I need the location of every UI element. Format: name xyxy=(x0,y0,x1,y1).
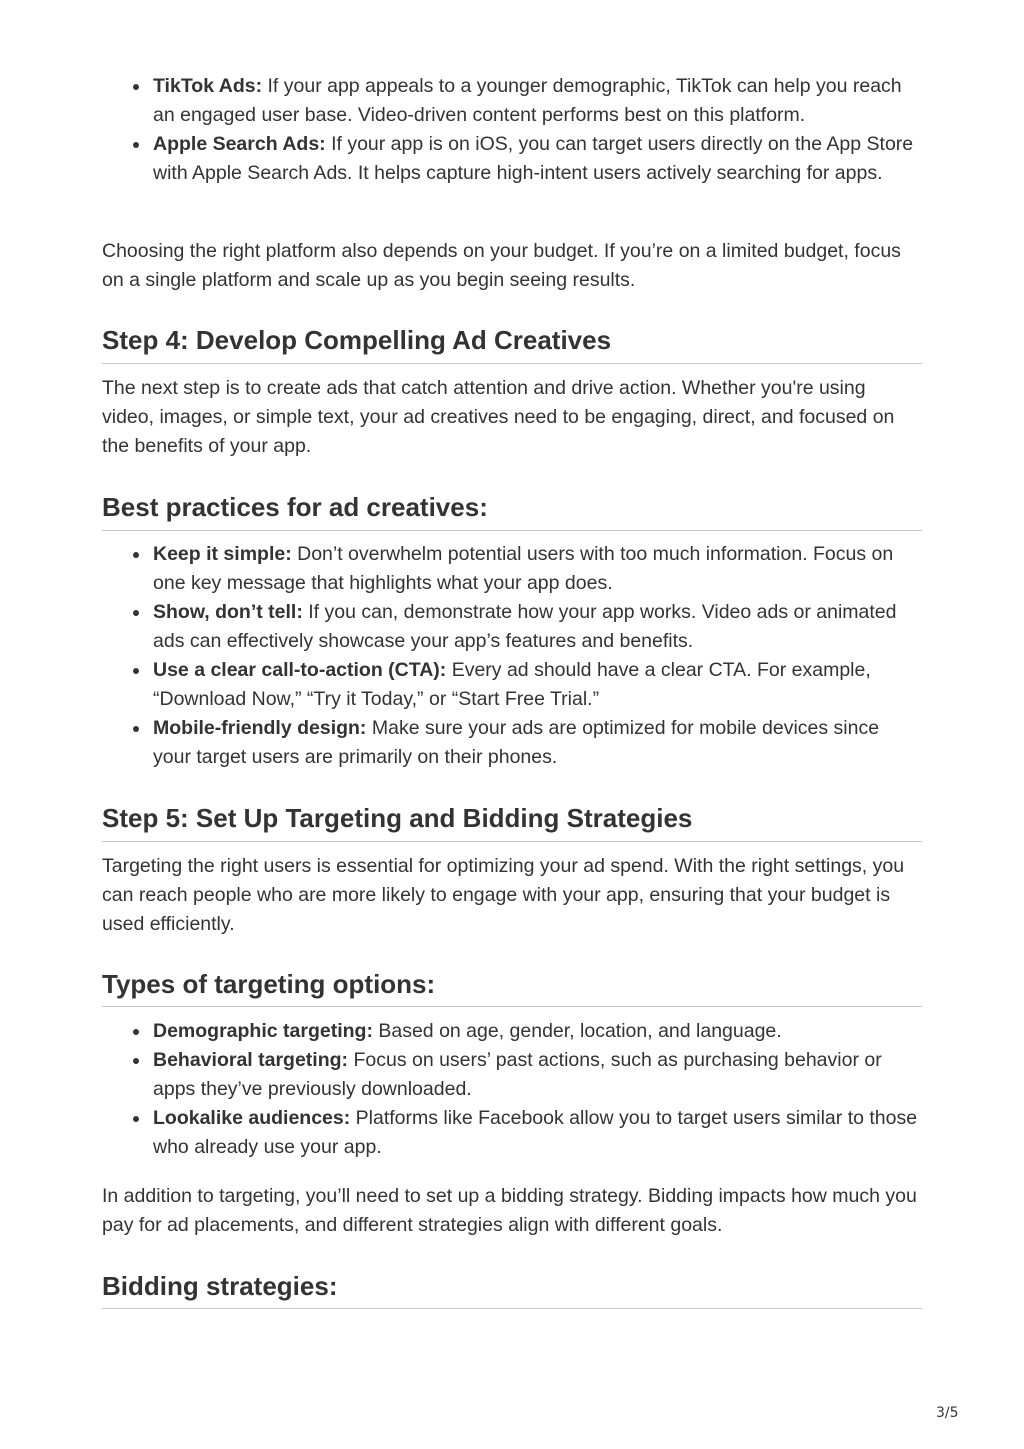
bullet-icon xyxy=(133,1116,139,1122)
heading-step5: Step 5: Set Up Targeting and Bidding Strategies xyxy=(102,803,693,833)
bullet-icon xyxy=(133,552,139,558)
list-item-label: Use a clear call-to-action (CTA): xyxy=(153,659,447,681)
list-item xyxy=(102,540,922,598)
divider xyxy=(102,363,922,364)
list-item xyxy=(102,598,922,656)
list-item-text: If your app appeals to a younger demographic, TikTok can help you reach an engaged user base. Video-driven content performs best on this platform. xyxy=(153,75,902,126)
paragraph-step4: The next step is to create ads that catch attention and drive action. Whether you're using video, images, or simple text, your ad creatives need to be engaging, direct, and focused on the benefits of your app. xyxy=(102,377,895,457)
list-item-text: Platforms like Facebook allow you to target users similar to those who already use your app. xyxy=(153,1107,918,1158)
divider xyxy=(102,530,922,531)
platform-list xyxy=(102,72,922,188)
list-item xyxy=(102,714,922,772)
bullet-icon xyxy=(133,84,139,90)
list-item-text: If you can, demonstrate how your app works. Video ads or animated ads can effectively showcase your app’s features and benefits. xyxy=(153,601,897,652)
list-item xyxy=(102,1104,922,1162)
bullet-icon xyxy=(133,142,139,148)
list-item xyxy=(102,130,922,188)
list-item-label: Mobile-friendly design: xyxy=(153,717,367,739)
page-number: 3/5 xyxy=(936,1405,959,1421)
bullet-icon xyxy=(133,610,139,616)
divider xyxy=(102,1006,922,1007)
list-item xyxy=(102,1046,922,1104)
bullet-icon xyxy=(133,1029,139,1035)
paragraph-step5: Targeting the right users is essential for optimizing your ad spend. With the right settings, you can reach people who are more likely to engage with your app, ensuring that your budget is used efficiently. xyxy=(102,855,905,935)
heading-best-practices: Best practices for ad creatives: xyxy=(102,492,488,522)
list-item-label: Demographic targeting: xyxy=(153,1020,373,1042)
list-item-text: Based on age, gender, location, and language. xyxy=(372,1020,782,1042)
list-item-label: Keep it simple: xyxy=(153,543,292,565)
divider xyxy=(102,1308,922,1309)
bullet-icon xyxy=(133,1058,139,1064)
list-item xyxy=(102,1017,922,1046)
bullet-icon xyxy=(133,726,139,732)
list-item-text: If your app is on iOS, you can target users directly on the App Store with Apple Search Ads. It helps capture high-intent users actively searching for apps. xyxy=(153,133,914,184)
list-item-label: Apple Search Ads: xyxy=(153,133,326,155)
list-item xyxy=(102,72,922,130)
targeting-list xyxy=(102,1017,922,1162)
heading-bidding: Bidding strategies: xyxy=(102,1271,338,1301)
list-item-text: Every ad should have a clear CTA. For example, “Download Now,” “Try it Today,” or “Start Free Trial.” xyxy=(153,659,871,710)
best-practices-list xyxy=(102,540,922,772)
paragraph-platform: Choosing the right platform also depends on your budget. If you’re on a limited budget, focus on a single platform and scale up as you begin seeing results. xyxy=(102,240,901,291)
list-item xyxy=(102,656,922,714)
list-item-label: Show, don’t tell: xyxy=(153,601,303,623)
bullet-icon xyxy=(133,668,139,674)
heading-targeting: Types of targeting options: xyxy=(102,969,436,999)
list-item-label: Behavioral targeting: xyxy=(153,1049,349,1071)
divider xyxy=(102,841,922,842)
heading-step4: Step 4: Develop Compelling Ad Creatives xyxy=(102,325,612,355)
list-item-text: Don’t overwhelm potential users with too much information. Focus on one key message that highlights what your app does. xyxy=(153,543,894,594)
list-item-text: Make sure your ads are optimized for mobile devices since your target users are primarily on their phones. xyxy=(153,717,880,768)
list-item-label: TikTok Ads: xyxy=(153,75,263,97)
list-item-text: Focus on users’ past actions, such as purchasing behavior or apps they’ve previously downloaded. xyxy=(153,1049,882,1100)
list-item-label: Lookalike audiences: xyxy=(153,1107,351,1129)
paragraph-bidding: In addition to targeting, you’ll need to set up a bidding strategy. Bidding impacts how much you pay for ad placements, and different strategies align with different goals. xyxy=(102,1185,917,1236)
